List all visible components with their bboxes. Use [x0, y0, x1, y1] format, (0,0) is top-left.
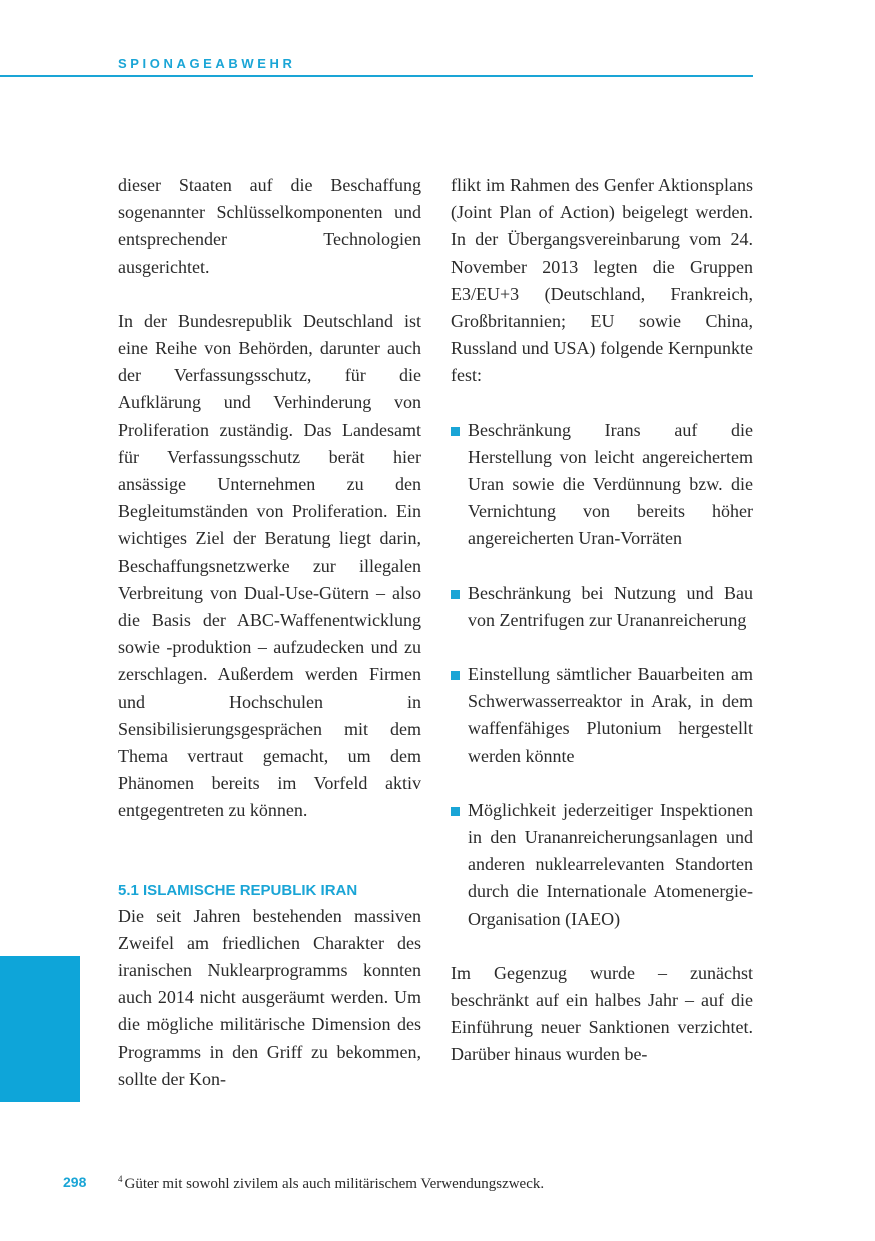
right-column [451, 172, 753, 1069]
bullet-list [451, 417, 753, 933]
square-bullet-icon [451, 427, 460, 436]
page-number: 298 [63, 1174, 87, 1190]
square-bullet-icon [451, 590, 460, 599]
square-bullet-icon [451, 671, 460, 680]
footnote [118, 1174, 544, 1193]
header-rule [0, 75, 753, 77]
chapter-marker-block [0, 956, 80, 1102]
paragraph: flikt im Rahmen des Genfer Aktionsplans (Joint Plan of Action) beigelegt werden. In der Übergangsvereinbarung vom 24. November 2013 legten die Gruppen E3/EU+3 (Deutschland, Frankreich, Großbritannien; EU sowie China, Russland und USA) folgende Kernpunkte fest: [451, 175, 753, 386]
list-item [451, 797, 753, 933]
paragraph: Die seit Jahren bestehenden massiven Zweifel am friedlichen Charakter des iranischen Nuklearprogramms konnten auch 2014 nicht ausgeräumt werden. Um die mögliche militärische Dimension des Programms in den Griff zu bekommen, sollte der Kon- [118, 905, 421, 1089]
list-item [451, 417, 753, 553]
left-column [118, 172, 421, 1093]
running-header: SPIONAGEABWEHR [118, 56, 296, 71]
paragraph: Im Gegenzug wurde – zunächst beschränkt auf ein halbes Jahr – auf die Einführung neuer Sanktionen verzichtet. Darüber hinaus wurden be- [451, 962, 753, 1065]
paragraph: dieser Staaten auf die Beschaffung sogenannter Schlüsselkomponenten und entsprechender Technologien ausgerichtet. [118, 175, 421, 277]
list-item-text: Beschränkung Irans auf die Herstellung von leicht angereichertem Uran sowie die Verdünnung bzw. die Vernichtung von bereits höher angereicherten Uran-Vorräten [468, 419, 753, 549]
list-item [451, 661, 753, 770]
list-item-text: Möglichkeit jederzeitiger Inspektionen in den Urananreicherungsanlagen und anderen nuklearrelevanten Standorten durch die Internationale Atomenergie-Organisation (IAEO) [468, 799, 753, 929]
footnote-text: Güter mit sowohl zivilem als auch militärischem Verwendungszweck. [124, 1176, 545, 1192]
list-item-text: Beschränkung bei Nutzung und Bau von Zentrifugen zur Urananreicherung [468, 582, 753, 630]
list-item [451, 580, 753, 634]
square-bullet-icon [451, 807, 460, 816]
paragraph: In der Bundesrepublik Deutschland ist eine Reihe von Behörden, darunter auch der Verfassungsschutz, für die Aufklärung und Verhinderung von Proliferation zuständig. Das Landesamt für Verfassungsschutz berät hier ansässige Unternehmen zu den Begleitumständen von Proliferation. Ein wichtiges Ziel der Beratung liegt darin, Beschaffungsnetzwerke zur illegalen Verbreitung von Dual-Use-Gütern – also die Basis der ABC-Waffenentwicklung sowie -produktion – aufzudecken und zu zerschlagen. Außerdem werden Firmen und Hochschulen in Sensibilisierungsgesprächen mit dem Thema vertraut gemacht, um dem Phänomen bereits im Vorfeld aktiv entgegentreten zu können. [118, 310, 421, 821]
list-item-text: Einstellung sämtlicher Bauarbeiten am Schwerwasserreaktor in Arak, in dem waffenfähiges Plutonium hergestellt werden könnte [468, 664, 753, 766]
footnote-marker: 4 [118, 1174, 123, 1184]
section-heading: 5.1 ISLAMISCHE REPUBLIK IRAN [118, 881, 358, 899]
